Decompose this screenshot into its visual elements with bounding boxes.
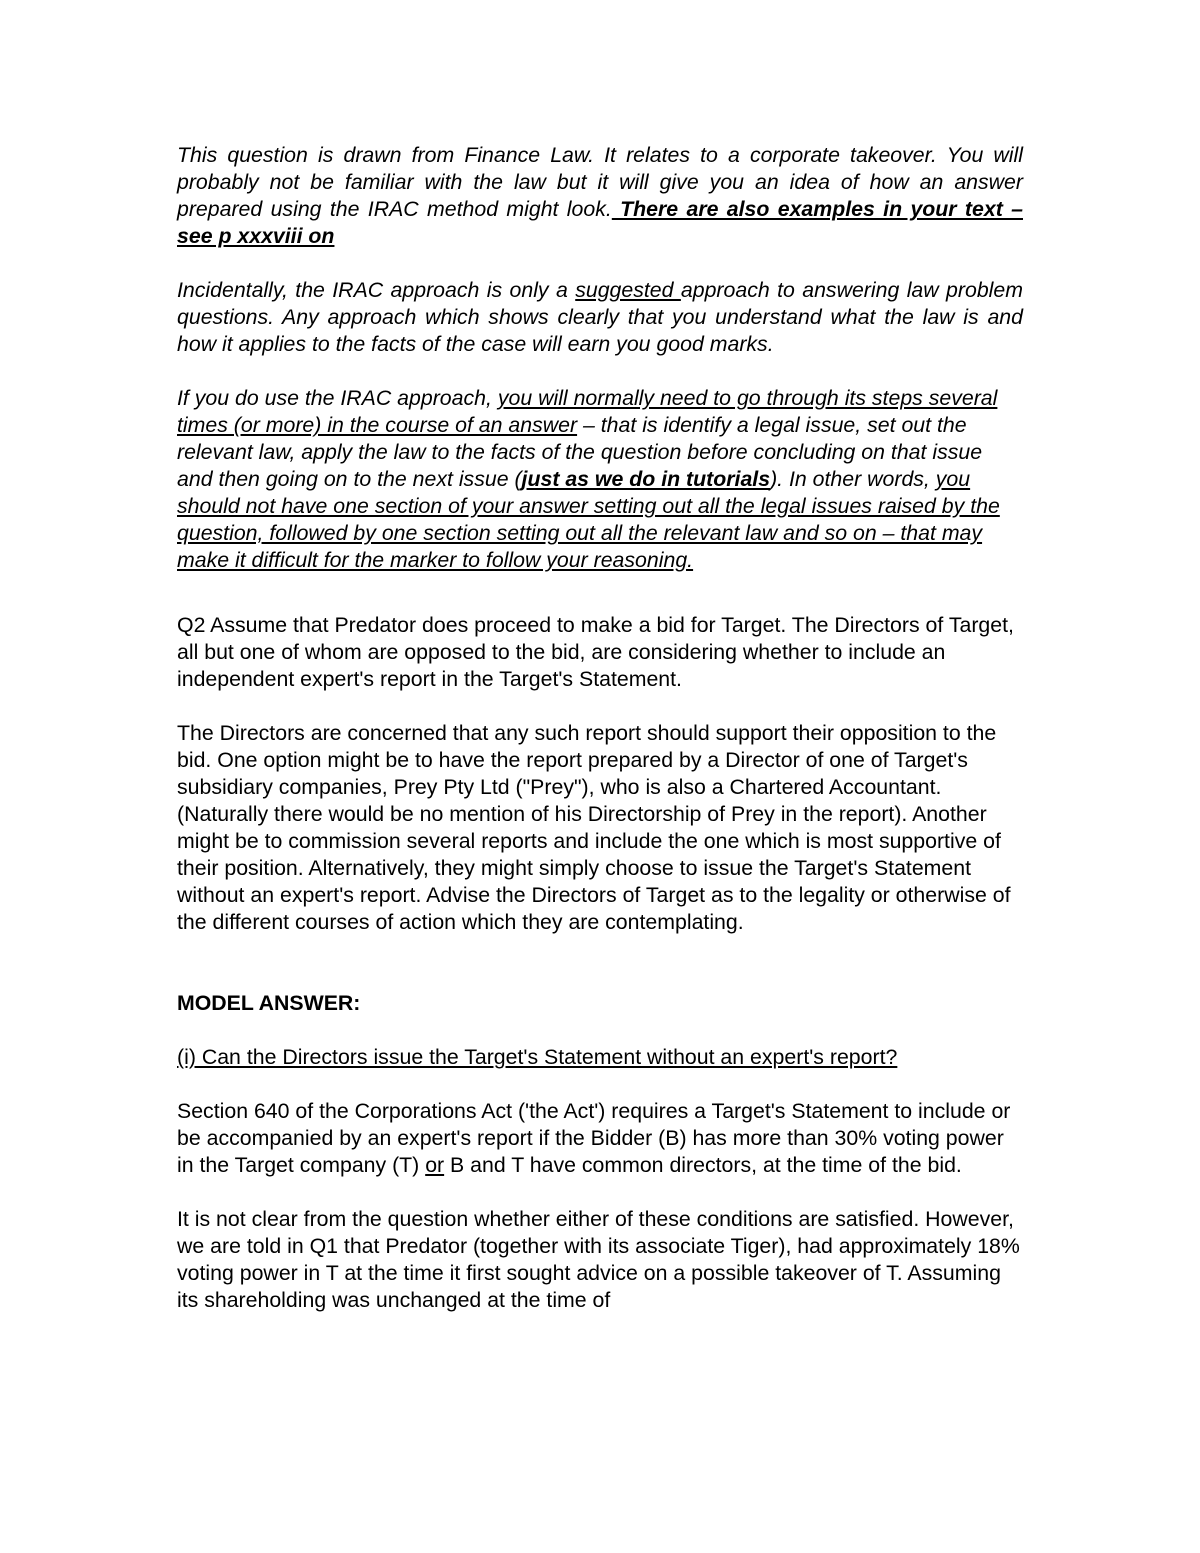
question-q2: Q2 Assume that Predator does proceed to make a bid for Target. The Directors of Target, all but one of whom are opposed to the bid, are considering whether to include an independent expert's report in the Target's Statement. — [177, 613, 1014, 691]
intro-paragraph-2 — [177, 277, 1023, 358]
answer-subheading: (i) Can the Directors issue the Target's Statement without an expert's report? — [177, 1045, 898, 1069]
intro-p3-start: If you do use the IRAC approach, — [177, 386, 498, 410]
intro-p3-after: ). In other words, — [770, 467, 936, 491]
document-page — [177, 142, 1023, 1314]
irac-steps-note: you will normally need to go through its steps several times (or more) in the course of an answer — [177, 386, 998, 437]
or-word: or — [425, 1153, 445, 1177]
suggested-word: suggested — [575, 278, 681, 302]
section-warning: you should not have one section of your answer setting out all the legal issues raised by the question, followed by one section setting out all the relevant law and so on – that may make it difficult for the marker to follow your reasoning. — [177, 467, 1000, 572]
examples-note: There are also examples in your text – see p xxxviii on — [177, 197, 1023, 248]
intro-text: This question is drawn from Finance Law. It relates to a corporate takeover. You will probably not be familiar with the law but it will give you an idea of how an answer prepared using the IRAC method might look. — [177, 143, 1023, 221]
intro-p2-start: Incidentally, the IRAC approach is only a — [177, 278, 576, 302]
intro-p3-middle: – that is identify a legal issue, set out the relevant law, apply the law to the facts of the question before concluding on that issue and then going on to the next issue ( — [177, 413, 983, 491]
answer-paragraph-2: It is not clear from the question whether either of these conditions are satisfied. However, we are told in Q1 that Predator (together with its associate Tiger), had approximately 18% voting power in T at the time it first sought advice on a possible takeover of T. Assuming its shareholding was unchanged at the time of — [177, 1207, 1020, 1312]
intro-paragraph-3 — [177, 385, 1023, 574]
answer-paragraph-1 — [177, 1098, 1023, 1179]
intro-paragraph-1 — [177, 142, 1023, 250]
question-paragraph-2: The Directors are concerned that any such report should support their opposition to the bid. One option might be to have the report prepared by a Director of one of Target's subsidiary companies, Prey Pty Ltd ("Prey"), who is also a Chartered Accountant. (Naturally there would be no mention of his Directorship of Prey in the report). Another might be to commission several reports and include the one which is most supportive of their position. Alternatively, they might simply choose to issue the Target's Statement without an expert's report. Advise the Directors of Target as to the legality or otherwise of the different courses of action which they are contemplating. — [177, 721, 1011, 934]
model-answer-heading: MODEL ANSWER: — [177, 991, 361, 1015]
answer-p1-end: B and T have common directors, at the time of the bid. — [444, 1153, 962, 1177]
tutorials-note: just as we do in tutorials — [521, 467, 771, 491]
answer-p1-start: Section 640 of the Corporations Act ('the Act') requires a Target's Statement to include or be accompanied by an expert's report if the Bidder (B) has more than 30% voting power in the Target company (T) — [177, 1099, 1011, 1177]
intro-p2-rest: approach to answering law problem questions. Any approach which shows clearly that you understand what the law is and how it applies to the facts of the case will earn you good marks. — [177, 278, 1023, 356]
